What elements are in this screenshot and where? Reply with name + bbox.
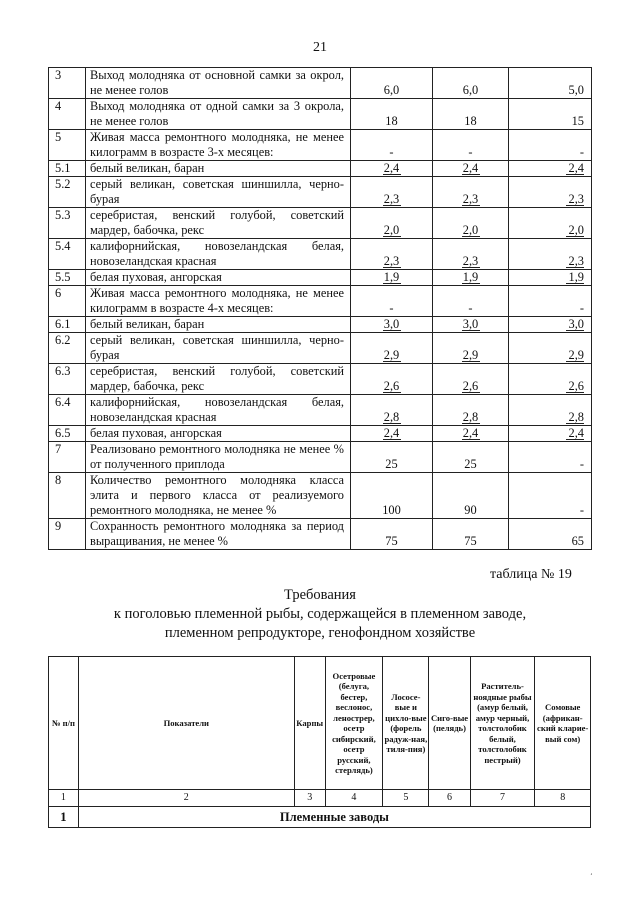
value-cell xyxy=(433,442,509,473)
value-cell-text: 2,3 xyxy=(566,255,584,268)
header-herbivorous: Раститель-ноядные рыбы (амур белый, амур черный, толстолобик белый, толстолобик пестрый) xyxy=(470,657,535,790)
value-cell-text: 2,3 xyxy=(462,192,479,206)
value-cell xyxy=(351,99,433,130)
row-description: Сохранность ремонтного молодняка за период выращивания, не менее % xyxy=(86,519,351,550)
value-cell-text: 6,0 xyxy=(383,83,400,97)
value-cell xyxy=(509,333,592,364)
header-whitefish: Сиго-вые (пелядь) xyxy=(429,657,470,790)
row-description: серый великан, советская шиншилла, черно-бурая xyxy=(86,333,351,364)
value-cell xyxy=(351,473,433,519)
row-description: калифорнийская, новозеландская белая, новозеландская красная xyxy=(86,239,351,270)
value-cell-text: 2,8 xyxy=(383,410,400,424)
header-sturgeon: Осетровые (белуга, бестер, веслонос, ленострер, осетр сибирский, осетр русский, стерлядь) xyxy=(325,657,383,790)
value-cell xyxy=(351,442,433,473)
value-cell xyxy=(351,519,433,550)
value-cell-text: 1,9 xyxy=(566,271,584,284)
col-number: 6 xyxy=(429,790,470,807)
row-description: Выход молодняка от одной самки за 3 окрола, не менее голов xyxy=(86,99,351,130)
value-cell-text: 2,6 xyxy=(383,379,400,393)
value-cell-text: 2,9 xyxy=(566,349,584,362)
table-row xyxy=(49,177,592,208)
table-row xyxy=(49,395,592,426)
row-number: 9 xyxy=(49,519,86,550)
header-salmon: Лососе-вые и цихло-вые (форель радуж-ная, тиля-пия) xyxy=(383,657,429,790)
table-label: таблица № 19 xyxy=(490,567,572,582)
column-numbers-row xyxy=(49,790,591,807)
row-number: 6.4 xyxy=(49,395,86,426)
value-cell xyxy=(351,270,433,286)
value-cell-text: 100 xyxy=(382,503,401,517)
table-row xyxy=(49,286,592,317)
value-cell-text: 18 xyxy=(464,114,477,128)
header-row xyxy=(49,657,591,790)
row-number: 6 xyxy=(49,286,86,317)
value-cell xyxy=(433,286,509,317)
table-row xyxy=(49,130,592,161)
row-description: белая пуховая, ангорская xyxy=(86,270,351,286)
livestock-requirements-table xyxy=(48,67,592,550)
fish-requirements-table xyxy=(48,656,591,828)
header-catfish: Сомовые (африкан-ский кларие-вый сом) xyxy=(535,657,591,790)
table-row xyxy=(49,270,592,286)
value-cell xyxy=(351,239,433,270)
value-cell-text: 2,0 xyxy=(383,223,400,237)
col-number: 8 xyxy=(535,790,591,807)
section-number: 1 xyxy=(49,807,79,828)
value-cell xyxy=(433,364,509,395)
value-cell-text: 1,9 xyxy=(462,270,479,284)
value-cell xyxy=(433,239,509,270)
value-cell xyxy=(351,130,433,161)
value-cell-text: 2,9 xyxy=(383,348,400,362)
value-cell-text: 2,9 xyxy=(462,348,479,362)
value-cell-text: 3,0 xyxy=(566,318,584,331)
value-cell xyxy=(433,68,509,99)
value-cell xyxy=(509,239,592,270)
col-number: 7 xyxy=(470,790,535,807)
row-number: 4 xyxy=(49,99,86,130)
table-row xyxy=(49,317,592,333)
value-cell-text: - xyxy=(579,145,584,159)
row-number: 6.3 xyxy=(49,364,86,395)
col-number: 5 xyxy=(383,790,429,807)
table-row xyxy=(49,239,592,270)
value-cell-text: 2,4 xyxy=(462,161,479,175)
header-num: № п/п xyxy=(49,657,79,790)
row-number: 7 xyxy=(49,442,86,473)
value-cell-text: 2,4 xyxy=(566,427,584,440)
value-cell-text: 3,0 xyxy=(383,317,400,331)
value-cell xyxy=(509,286,592,317)
value-cell xyxy=(509,317,592,333)
value-cell xyxy=(351,68,433,99)
value-cell xyxy=(509,395,592,426)
value-cell xyxy=(351,426,433,442)
row-description: серый великан, советская шиншилла, черно-бурая xyxy=(86,177,351,208)
value-cell-text: 65 xyxy=(571,534,584,548)
value-cell xyxy=(433,519,509,550)
row-description: серебристая, венский голубой, советский мардер, бабочка, рекс xyxy=(86,208,351,239)
table-row xyxy=(49,208,592,239)
value-cell xyxy=(509,130,592,161)
value-cell-text: 75 xyxy=(464,534,477,548)
header-indicators: Показатели xyxy=(78,657,294,790)
value-cell-text: 18 xyxy=(385,114,398,128)
value-cell-text: 2,6 xyxy=(462,379,479,393)
value-cell-text: 1,9 xyxy=(383,270,400,284)
value-cell xyxy=(433,208,509,239)
value-cell-text: 2,3 xyxy=(566,193,584,206)
value-cell-text: 2,8 xyxy=(462,410,479,424)
section-label: Племенные заводы xyxy=(78,807,590,828)
row-number: 5.5 xyxy=(49,270,86,286)
row-number: 6.1 xyxy=(49,317,86,333)
value-cell-text: 25 xyxy=(464,457,477,471)
table-row xyxy=(49,68,592,99)
value-cell-text: 5,0 xyxy=(568,83,584,97)
row-number: 5.4 xyxy=(49,239,86,270)
value-cell-text: 2,3 xyxy=(383,192,400,206)
value-cell-text: 2,8 xyxy=(566,411,584,424)
value-cell xyxy=(509,364,592,395)
value-cell xyxy=(509,426,592,442)
row-description: белая пуховая, ангорская xyxy=(86,426,351,442)
value-cell xyxy=(509,99,592,130)
value-cell-text: 2,3 xyxy=(462,254,479,268)
value-cell-text: - xyxy=(579,457,584,471)
value-cell-text: - xyxy=(389,301,394,315)
value-cell xyxy=(433,161,509,177)
value-cell-text: 2,4 xyxy=(383,161,400,175)
row-number: 6.5 xyxy=(49,426,86,442)
col-number: 3 xyxy=(294,790,325,807)
requirements-subtitle-2: племенном репродукторе, генофондном хозяйстве xyxy=(164,625,476,641)
value-cell xyxy=(351,286,433,317)
value-cell-text: - xyxy=(579,301,584,315)
value-cell xyxy=(351,364,433,395)
value-cell-text: 25 xyxy=(385,457,398,471)
section-row xyxy=(49,807,591,828)
row-description: калифорнийская, новозеландская белая, новозеландская красная xyxy=(86,395,351,426)
value-cell-text: 90 xyxy=(464,503,477,517)
value-cell xyxy=(351,333,433,364)
header-carp: Карпы xyxy=(294,657,325,790)
value-cell-text: 2,6 xyxy=(566,380,584,393)
row-number: 6.2 xyxy=(49,333,86,364)
value-cell-text: 2,3 xyxy=(383,254,400,268)
value-cell xyxy=(509,270,592,286)
value-cell xyxy=(433,99,509,130)
value-cell-text: - xyxy=(389,145,394,159)
table-row xyxy=(49,442,592,473)
value-cell xyxy=(509,442,592,473)
value-cell xyxy=(509,519,592,550)
table-row xyxy=(49,519,592,550)
value-cell xyxy=(351,317,433,333)
value-cell xyxy=(433,426,509,442)
table-row xyxy=(49,333,592,364)
row-number: 3 xyxy=(49,68,86,99)
value-cell xyxy=(509,161,592,177)
value-cell xyxy=(433,473,509,519)
value-cell xyxy=(351,208,433,239)
row-description: белый великан, баран xyxy=(86,161,351,177)
table-row xyxy=(49,473,592,519)
row-description: белый великан, баран xyxy=(86,317,351,333)
value-cell xyxy=(433,130,509,161)
value-cell-text: 3,0 xyxy=(462,317,479,331)
row-description: Количество ремонтного молодняка класса элита и первого класса от реализуемого ремонтного молодняка, не менее % xyxy=(86,473,351,519)
row-number: 5 xyxy=(49,130,86,161)
value-cell-text: 2,4 xyxy=(383,426,400,440)
table-row xyxy=(49,426,592,442)
value-cell-text: 2,0 xyxy=(566,224,584,237)
value-cell xyxy=(509,68,592,99)
page-number: 21 xyxy=(313,40,327,55)
table-row xyxy=(49,364,592,395)
col-number: 2 xyxy=(78,790,294,807)
row-description: Живая масса ремонтного молодняка, не менее килограмм в возрасте 4-х месяцев: xyxy=(86,286,351,317)
value-cell-text: - xyxy=(468,145,473,159)
row-description: Выход молодняка от основной самки за окрол, не менее голов xyxy=(86,68,351,99)
requirements-heading: Требования xyxy=(284,587,356,603)
value-cell-text: 2,4 xyxy=(462,426,479,440)
row-number: 5.1 xyxy=(49,161,86,177)
value-cell-text: 2,4 xyxy=(566,162,584,175)
requirements-title xyxy=(0,586,640,643)
value-cell xyxy=(433,333,509,364)
value-cell xyxy=(433,177,509,208)
row-description: серебристая, венский голубой, советский мардер, бабочка, рекс xyxy=(86,364,351,395)
value-cell-text: 75 xyxy=(385,534,398,548)
value-cell xyxy=(433,270,509,286)
row-number: 5.3 xyxy=(49,208,86,239)
value-cell xyxy=(433,395,509,426)
row-description: Живая масса ремонтного молодняка, не менее килограмм в возрасте 3-х месяцев: xyxy=(86,130,351,161)
scan-mark: ، xyxy=(590,868,593,877)
value-cell-text: 2,0 xyxy=(462,223,479,237)
value-cell xyxy=(509,177,592,208)
row-number: 5.2 xyxy=(49,177,86,208)
value-cell xyxy=(351,177,433,208)
value-cell xyxy=(509,208,592,239)
value-cell xyxy=(351,161,433,177)
col-number: 4 xyxy=(325,790,383,807)
table-row xyxy=(49,99,592,130)
value-cell xyxy=(351,395,433,426)
value-cell-text: 6,0 xyxy=(462,83,479,97)
col-number: 1 xyxy=(49,790,79,807)
row-description: Реализовано ремонтного молодняка не менее % от полученного приплода xyxy=(86,442,351,473)
value-cell xyxy=(433,317,509,333)
row-number: 8 xyxy=(49,473,86,519)
value-cell-text: - xyxy=(468,301,473,315)
requirements-subtitle-1: к поголовью племенной рыбы, содержащейся в племенном заводе, xyxy=(113,606,527,622)
table-row xyxy=(49,161,592,177)
value-cell-text: - xyxy=(579,503,584,517)
value-cell xyxy=(509,473,592,519)
value-cell-text: 15 xyxy=(571,114,584,128)
